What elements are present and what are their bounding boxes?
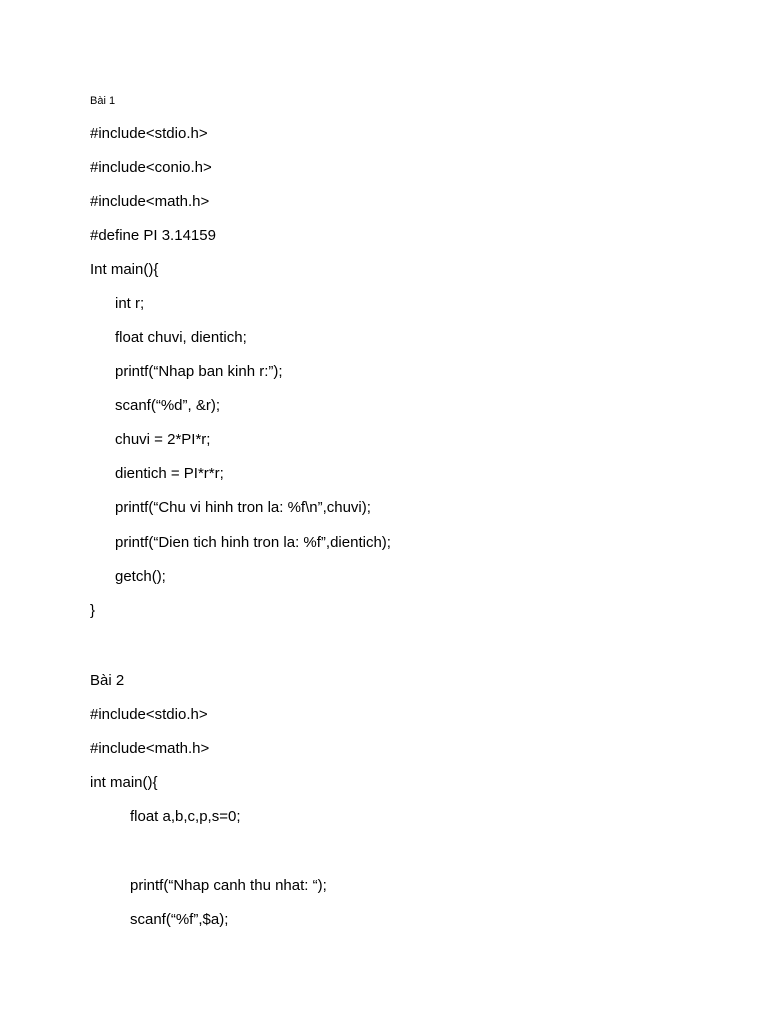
code-line: #include<conio.h> <box>90 159 212 176</box>
code-line: #include<math.h> <box>90 193 210 210</box>
code-line: scanf(“%d”, &r); <box>115 397 221 414</box>
code-line: scanf(“%f”,$a); <box>130 911 229 928</box>
section-heading-bai-2: Bài 2 <box>90 672 125 689</box>
code-line: #define PI 3.14159 <box>90 227 216 244</box>
code-line: Int main(){ <box>90 261 159 278</box>
code-line: getch(); <box>115 568 166 585</box>
code-line: } <box>90 602 96 619</box>
code-line: printf(“Dien tich hinh tron la: %f”,dientich); <box>115 534 391 551</box>
code-line: printf(“Chu vi hinh tron la: %f\n”,chuvi); <box>115 499 371 516</box>
code-line: printf(“Nhap ban kinh r:”); <box>115 363 283 380</box>
section-heading-bai-1: Bài 1 <box>90 95 116 107</box>
code-line: #include<math.h> <box>90 740 210 757</box>
code-line: dientich = PI*r*r; <box>115 465 224 482</box>
code-line: printf(“Nhap canh thu nhat: “); <box>130 877 327 894</box>
code-line: float chuvi, dientich; <box>115 329 247 346</box>
code-line: chuvi = 2*PI*r; <box>115 431 211 448</box>
code-line: #include<stdio.h> <box>90 125 208 142</box>
code-line: int r; <box>115 295 145 312</box>
code-line: int main(){ <box>90 774 158 791</box>
code-line: #include<stdio.h> <box>90 706 208 723</box>
code-line: float a,b,c,p,s=0; <box>130 808 241 825</box>
